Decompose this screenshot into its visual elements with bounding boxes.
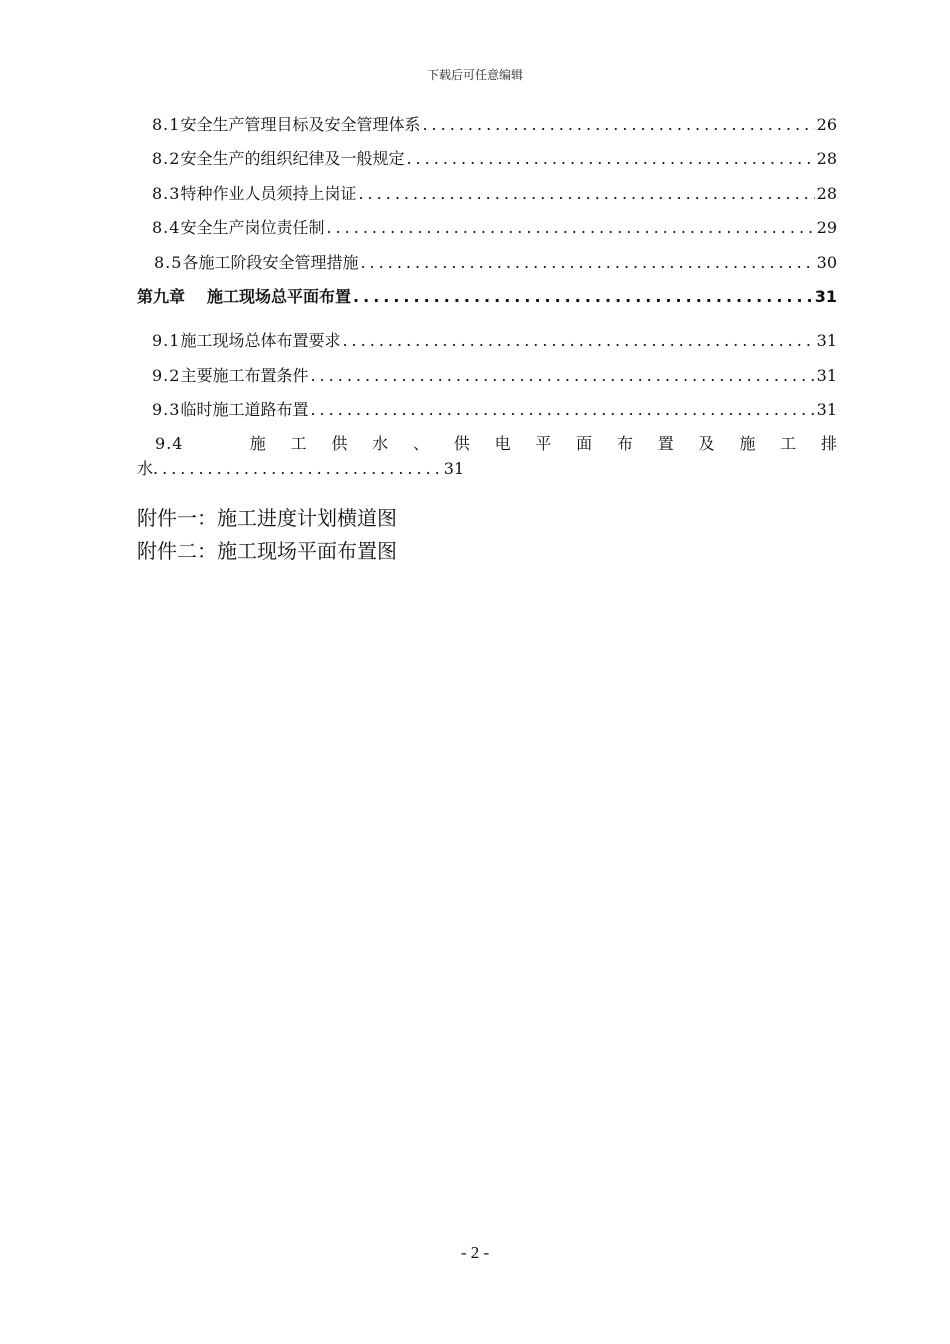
toc-entry[interactable] [137,217,837,239]
toc-entry[interactable] [137,252,837,274]
toc-entry-char: 平 [535,434,552,453]
toc-entry-char: 、 [412,434,429,453]
toc-entry-page: 28 [816,184,837,203]
annex-item: 附件二：施工现场平面布置图 [137,539,397,563]
toc-leader-dots [310,399,814,421]
toc-entry-page: 28 [816,149,837,168]
toc-entry-title: 安全生产岗位责任制 [180,218,325,237]
page-header: 下载后可任意编辑 [426,68,523,82]
toc-entry-number: 8.1 [152,115,181,134]
toc-entry[interactable] [137,183,837,205]
toc-entry-page: 30 [816,253,837,272]
toc-entry-9-4-line1[interactable] [137,433,837,455]
toc-entry-char: 施 [249,434,266,453]
toc-entry-page: 31 [443,459,465,478]
toc-entry-number: 8.3 [152,184,181,203]
toc-entry-char: 及 [698,434,715,453]
toc-entry-page: 26 [816,115,837,134]
toc-entry-page: 31 [816,331,837,350]
toc-entry-number: 9.4 [155,434,184,453]
toc-leader-dots [358,183,814,205]
toc-entry-char: 供 [453,434,470,453]
toc-chapter-page: 31 [814,287,837,306]
toc-entry-title: 临时施工道路布置 [180,400,309,419]
toc-entry-char: 面 [576,434,593,453]
toc-entry-char: 水 [137,459,154,478]
toc-entry-number: 9.2 [152,366,181,385]
toc-leader-dots [353,286,813,308]
toc-leader-dots [310,365,814,387]
toc-entry-char: 置 [657,434,674,453]
toc-entry-char: 排 [820,434,837,453]
toc-chapter-heading[interactable] [137,286,837,308]
toc-entry[interactable] [137,330,837,352]
toc-leader-dots: ................................ [153,459,444,478]
toc-entry-number: 8.5 [154,253,183,272]
toc-entry-number: 8.4 [152,218,181,237]
toc-entry[interactable] [137,399,837,421]
toc-entry-page: 31 [816,400,837,419]
toc-chapter-number: 第九章 [137,287,186,306]
annex-item: 附件一：施工进度计划横道图 [137,506,397,530]
toc-leader-dots [342,330,814,352]
toc-entry-page: 31 [816,366,837,385]
toc-entry-title: 特种作业人员须持上岗证 [180,184,357,203]
toc-entry-number: 9.3 [152,400,181,419]
toc-chapter-title: 施工现场总平面布置 [207,287,352,306]
toc-entry-9-4-line2[interactable] [137,458,464,480]
toc-leader-dots [326,217,814,239]
toc-entry[interactable] [137,365,837,387]
toc-entry-title: 安全生产的组织纪律及一般规定 [180,149,405,168]
toc-entry-page: 29 [816,218,837,237]
toc-entry-char: 施 [739,434,756,453]
toc-entry-title: 主要施工布置条件 [180,366,309,385]
toc-entry-char: 电 [494,434,511,453]
toc-entry-number: 9.1 [152,331,181,350]
toc-entry-title: 安全生产管理目标及安全管理体系 [180,115,421,134]
toc-entry-title: 各施工阶段安全管理措施 [182,253,359,272]
toc-entry-char: 工 [780,434,797,453]
toc-entry-char: 布 [616,434,633,453]
toc-entry-number: 8.2 [152,149,181,168]
toc-entry-char: 水 [372,434,389,453]
toc-entry-title: 施工现场总体布置要求 [180,331,341,350]
toc-leader-dots [406,148,814,170]
toc-leader-dots [422,114,814,136]
toc-entry[interactable] [137,148,837,170]
toc-leader-dots [360,252,814,274]
toc-entry-char: 工 [290,434,307,453]
toc-entry-char: 供 [331,434,348,453]
page-number: - 2 - [460,1243,490,1262]
toc-entry[interactable] [137,114,837,136]
